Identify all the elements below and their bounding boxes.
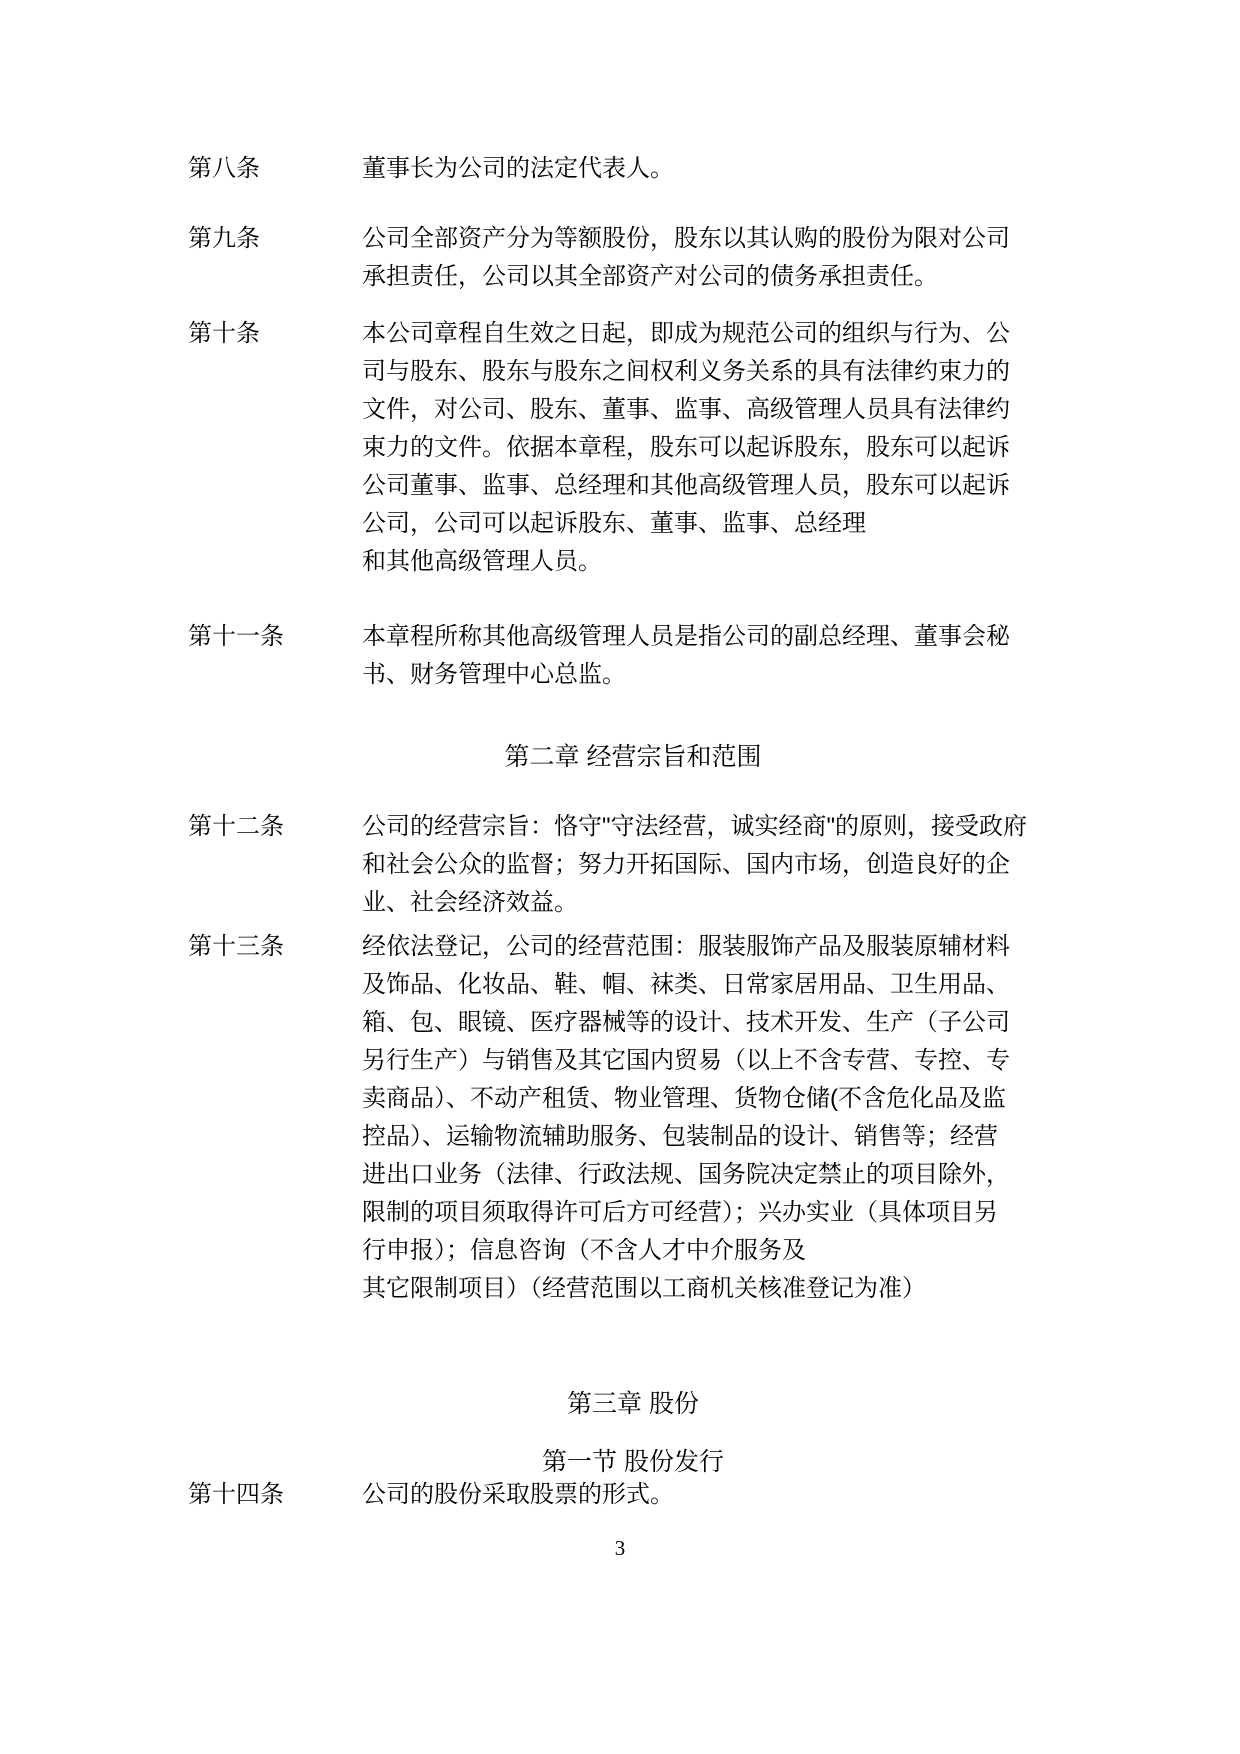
section-heading-1: 第一节 股份发行 <box>542 1448 724 1476</box>
article-line: 束力的文件。依据本章程，股东可以起诉股东，股东可以起诉 <box>362 434 1010 461</box>
article-label: 第八条 <box>188 155 260 182</box>
article-body <box>362 1476 1078 1514</box>
article-10 <box>188 315 1078 581</box>
article-line: 公司，公司可以起诉股东、董事、监事、总经理 <box>362 510 866 537</box>
page-number: 3 <box>614 1536 626 1560</box>
article-line: 限制的项目须取得许可后方可经营）；兴办实业（具体项目另 <box>362 1199 998 1226</box>
article-label: 第十四条 <box>188 1481 284 1508</box>
article-12 <box>188 808 1078 922</box>
article-line: 公司的股份采取股票的形式。 <box>362 1481 674 1508</box>
article-line: 公司全部资产分为等额股份，股东以其认购的股份为限对公司 <box>362 225 1010 252</box>
article-line: 业、社会经济效益。 <box>362 889 578 916</box>
article-line: 经依法登记，公司的经营范围：服装服饰产品及服装原辅材料 <box>362 933 1010 960</box>
article-label: 第九条 <box>188 225 260 252</box>
article-line: 司与股东、股东与股东之间权利义务关系的具有法律约束力的 <box>362 358 1010 385</box>
article-line: 另行生产）与销售及其它国内贸易（以上不含专营、专控、专 <box>362 1047 1010 1074</box>
content <box>188 150 1078 1514</box>
article-label: 第十一条 <box>188 623 284 650</box>
article-body <box>362 150 1078 188</box>
article-line: 控品）、运输物流辅助服务、包装制品的设计、销售等；经营 <box>362 1123 998 1150</box>
article-line: 本章程所称其他高级管理人员是指公司的副总经理、董事会秘 <box>362 623 1010 650</box>
article-line: 承担责任，公司以其全部资产对公司的债务承担责任。 <box>362 263 938 290</box>
article-14 <box>188 1476 1078 1514</box>
article-line: 其它限制项目）（经营范围以工商机关核准登记为准） <box>362 1275 926 1302</box>
article-line: 卖商品）、不动产租赁、物业管理、货物仓储(不含危化品及监 <box>362 1085 1006 1112</box>
article-line: 文件，对公司、股东、董事、监事、高级管理人员具有法律约 <box>362 396 1010 423</box>
article-body <box>362 618 1078 694</box>
article-line: 公司董事、监事、总经理和其他高级管理人员，股东可以起诉 <box>362 472 1010 499</box>
chapter-heading-2: 第二章 经营宗旨和范围 <box>504 743 762 771</box>
article-label: 第十三条 <box>188 933 284 960</box>
chapter-heading-3: 第三章 股份 <box>567 1390 699 1418</box>
article-line: 和其他高级管理人员。 <box>362 548 602 575</box>
article-line: 和社会公众的监督；努力开拓国际、国内市场，创造良好的企 <box>362 851 1010 878</box>
article-8 <box>188 150 1078 188</box>
article-13 <box>188 928 1078 1308</box>
article-11 <box>188 618 1078 694</box>
article-body <box>362 928 1078 1308</box>
article-line: 箱、包、眼镜、医疗器械等的设计、技术开发、生产（子公司 <box>362 1009 1010 1036</box>
article-body <box>362 808 1078 922</box>
article-line: 行申报）；信息咨询（不含人才中介服务及 <box>362 1237 806 1264</box>
article-line: 进出口业务（法律、行政法规、国务院决定禁止的项目除外， <box>362 1161 1010 1188</box>
article-label: 第十条 <box>188 320 260 347</box>
article-line: 及饰品、化妆品、鞋、帽、袜类、日常家居用品、卫生用品、 <box>362 971 1010 998</box>
article-9 <box>188 220 1078 296</box>
article-line: 公司的经营宗旨：恪守"守法经营，诚实经商"的原则，接受政府 <box>362 813 1028 840</box>
article-line: 本公司章程自生效之日起，即成为规范公司的组织与行为、公 <box>362 320 1010 347</box>
article-body <box>362 315 1078 581</box>
article-line: 董事长为公司的法定代表人。 <box>362 155 674 182</box>
article-body <box>362 220 1078 296</box>
article-label: 第十二条 <box>188 813 284 840</box>
article-line: 书、财务管理中心总监。 <box>362 661 626 688</box>
